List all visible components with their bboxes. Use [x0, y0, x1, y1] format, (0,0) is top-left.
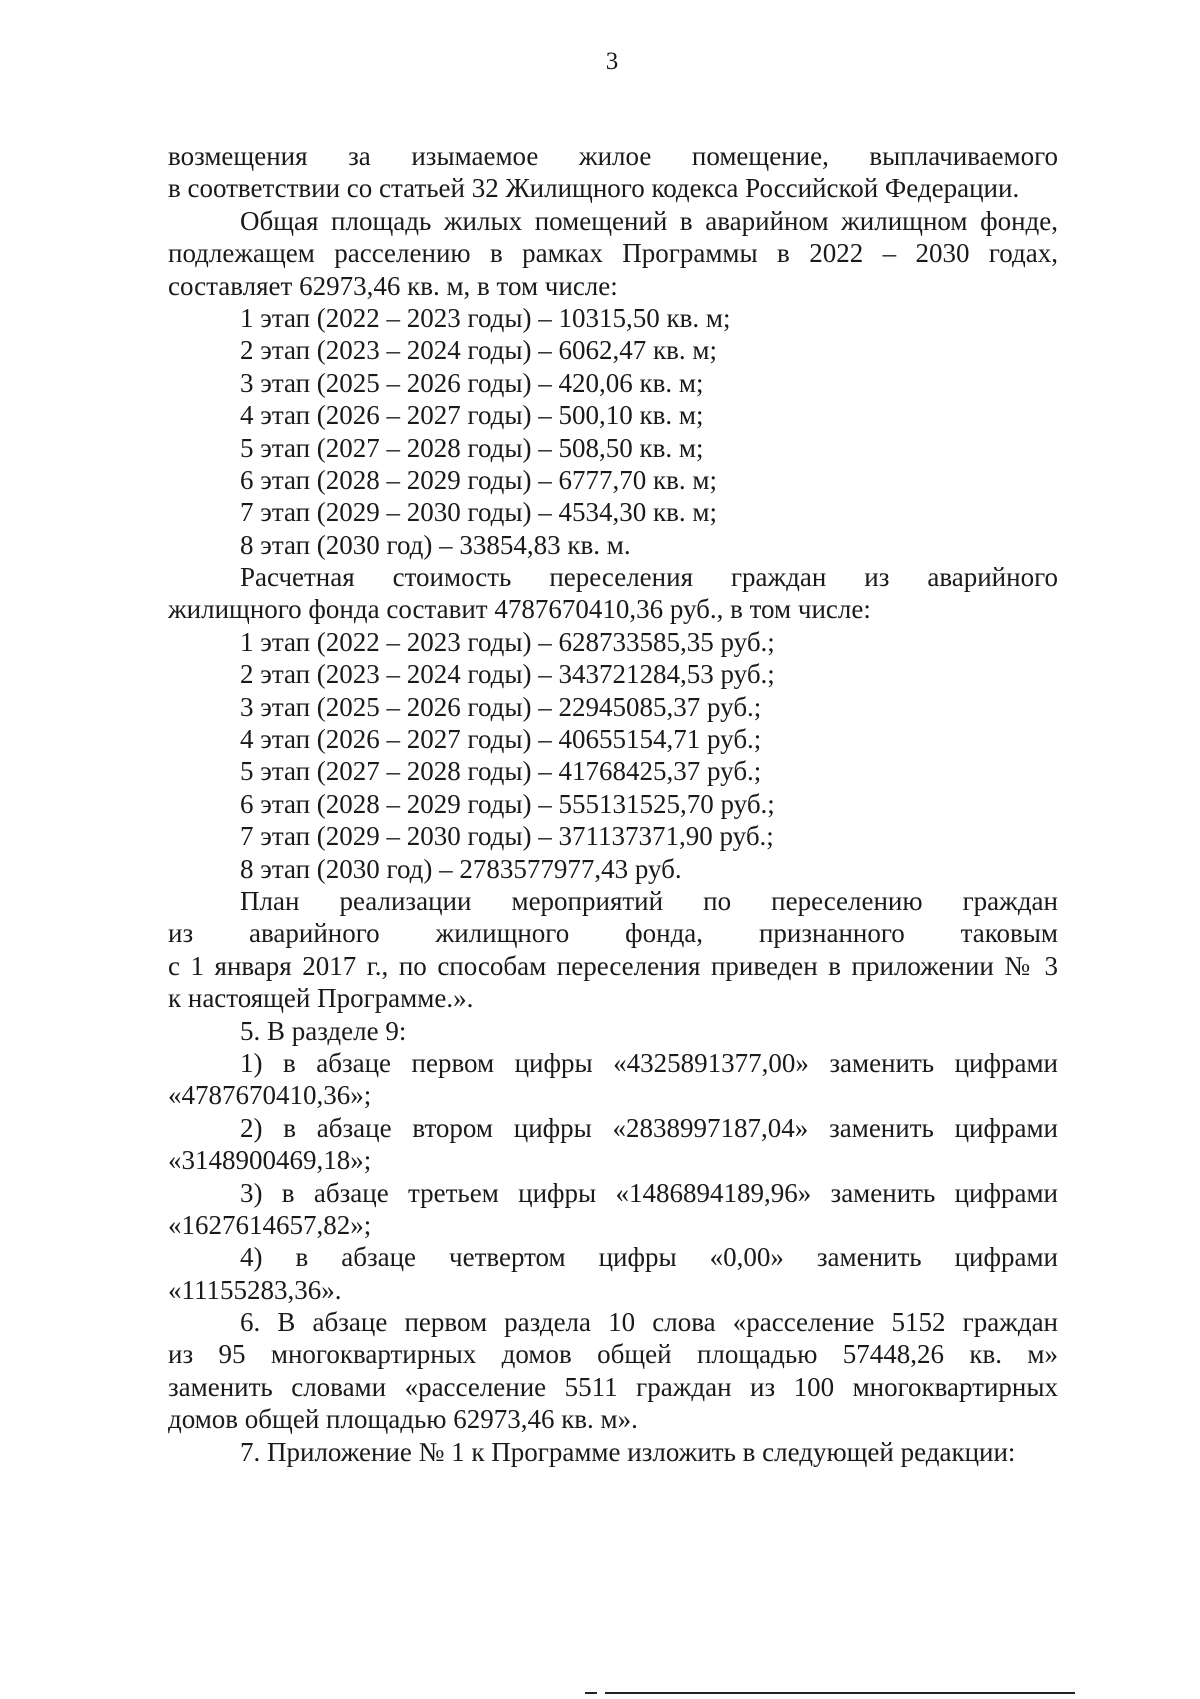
text-line: домов общей площадью 62973,46 кв. м».	[168, 1404, 638, 1435]
text-line: к настоящей Программе.».	[168, 983, 474, 1014]
page-number: 3	[605, 48, 619, 75]
text-line: План реализации мероприятий по переселению граждан	[240, 885, 1058, 916]
text-line: «4787670410,36»;	[168, 1080, 372, 1111]
text-line: «1627614657,82»;	[168, 1209, 372, 1240]
text-line: жилищного фонда составит 4787670410,36 руб., в том числе:	[168, 594, 871, 625]
text-line: 6 этап (2028 – 2029 годы) – 6777,70 кв. м;	[240, 464, 717, 495]
text-line: 2 этап (2023 – 2024 годы) – 343721284,53 руб.;	[240, 659, 775, 690]
document-body	[168, 140, 1058, 1468]
text-line: 2 этап (2023 – 2024 годы) – 6062,47 кв. м;	[240, 335, 717, 366]
text-line: 6. В абзаце первом раздела 10 слова «расселение 5152 граждан	[240, 1307, 1058, 1338]
text-line: 3 этап (2025 – 2026 годы) – 420,06 кв. м;	[240, 367, 704, 398]
text-line: 1 этап (2022 – 2023 годы) – 10315,50 кв. м;	[240, 302, 731, 333]
text-line: 8 этап (2030 год) – 33854,83 кв. м.	[240, 529, 631, 560]
text-line: 2) в абзаце втором цифры «2838997187,04» заменить цифрами	[240, 1112, 1058, 1143]
text-line: 1 этап (2022 – 2023 годы) – 628733585,35 руб.;	[240, 626, 775, 657]
text-line: 4 этап (2026 – 2027 годы) – 500,10 кв. м;	[240, 400, 704, 431]
text-line: возмещения за изымаемое жилое помещение, выплачиваемого	[168, 141, 1058, 171]
text-line: 7. Приложение № 1 к Программе изложить в следующей редакции:	[240, 1436, 1016, 1467]
text-line: 1) в абзаце первом цифры «4325891377,00» заменить цифрами	[240, 1047, 1058, 1078]
text-line: 4) в абзаце четвертом цифры «0,00» заменить цифрами	[240, 1242, 1058, 1273]
text-line: заменить словами «расселение 5511 граждан из 100 многоквартирных	[168, 1371, 1058, 1402]
text-line: из аварийного жилищного фонда, признанного таковым	[168, 918, 1058, 949]
footer-rule	[605, 1692, 1075, 1694]
text-line: «11155283,36».	[168, 1274, 342, 1305]
text-line: 5. В разделе 9:	[240, 1015, 407, 1046]
text-line: 3) в абзаце третьем цифры «1486894189,96» заменить цифрами	[240, 1177, 1058, 1208]
text-line: в соответствии со статьей 32 Жилищного кодекса Российской Федерации.	[168, 173, 1020, 204]
text-line: 7 этап (2029 – 2030 годы) – 4534,30 кв. м;	[240, 497, 717, 528]
text-line: 4 этап (2026 – 2027 годы) – 40655154,71 руб.;	[240, 724, 762, 755]
text-line: с 1 января 2017 г., по способам переселения приведен в приложении № 3	[168, 950, 1058, 981]
text-line: 3 этап (2025 – 2026 годы) – 22945085,37 руб.;	[240, 691, 762, 722]
text-line: 5 этап (2027 – 2028 годы) – 41768425,37 руб.;	[240, 756, 762, 787]
text-line: подлежащем расселению в рамках Программы в 2022 – 2030 годах,	[168, 238, 1058, 269]
text-line: Расчетная стоимость переселения граждан из аварийного	[240, 562, 1058, 593]
text-line: составляет 62973,46 кв. м, в том числе:	[168, 270, 618, 301]
footer-rule-short	[585, 1692, 597, 1694]
text-line: «3148900469,18»;	[168, 1145, 372, 1176]
text-line: 6 этап (2028 – 2029 годы) – 555131525,70 руб.;	[240, 788, 775, 819]
text-line: Общая площадь жилых помещений в аварийном жилищном фонде,	[240, 205, 1058, 236]
text-line: из 95 многоквартирных домов общей площадью 57448,26 кв. м»	[168, 1339, 1058, 1370]
text-line: 8 этап (2030 год) – 2783577977,43 руб.	[240, 853, 682, 884]
text-line: 7 этап (2029 – 2030 годы) – 371137371,90 руб.;	[240, 821, 774, 852]
text-line: 5 этап (2027 – 2028 годы) – 508,50 кв. м;	[240, 432, 704, 463]
